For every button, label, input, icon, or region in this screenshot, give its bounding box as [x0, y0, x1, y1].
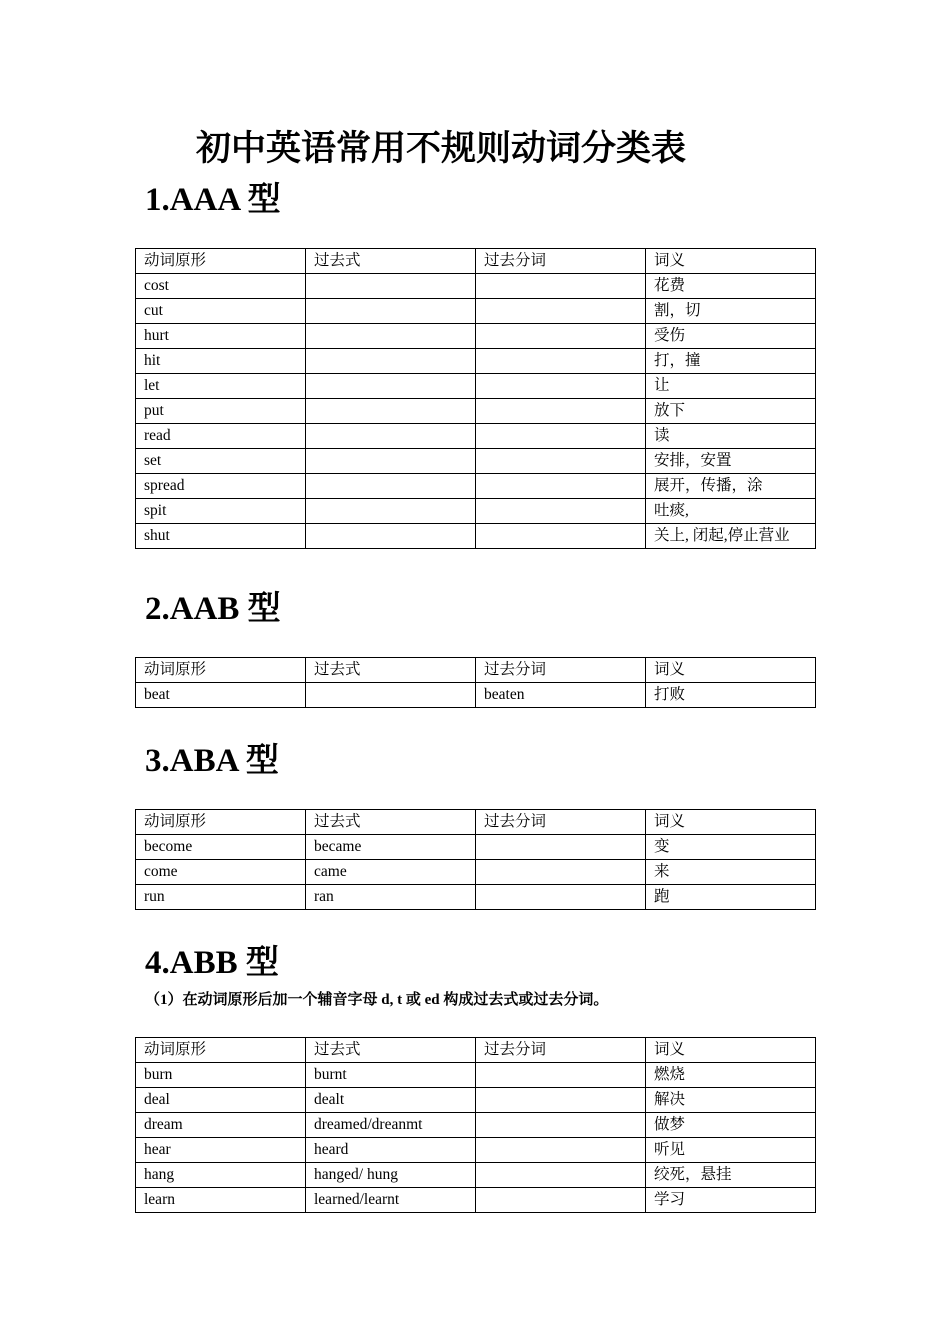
cell-past-tense [306, 449, 476, 474]
cell-past-tense: heard [306, 1138, 476, 1163]
cell-past-participle [476, 424, 646, 449]
table-header-row [136, 1038, 816, 1063]
cell-meaning: 跑 [646, 885, 816, 910]
cell-meaning: 绞死，悬挂 [646, 1163, 816, 1188]
cell-base-form: hear [136, 1138, 306, 1163]
header-past-participle: 过去分词 [476, 658, 646, 683]
cell-past-participle [476, 860, 646, 885]
section-note-abb: （1）在动词原形后加一个辅音字母 d, t 或 ed 构成过去式或过去分词。 [145, 992, 609, 1008]
cell-meaning: 割，切 [646, 299, 816, 324]
table-row [136, 499, 816, 524]
cell-meaning: 受伤 [646, 324, 816, 349]
verb-table-aba [135, 809, 816, 910]
cell-past-tense [306, 324, 476, 349]
cell-past-participle [476, 885, 646, 910]
header-past-tense: 过去式 [306, 1038, 476, 1063]
cell-base-form: set [136, 449, 306, 474]
cell-base-form: let [136, 374, 306, 399]
table-row [136, 449, 816, 474]
header-past-participle: 过去分词 [476, 249, 646, 274]
table-row [136, 1113, 816, 1138]
header-meaning: 词义 [646, 658, 816, 683]
cell-meaning: 变 [646, 835, 816, 860]
cell-past-participle: beaten [476, 683, 646, 708]
cell-past-participle [476, 835, 646, 860]
cell-past-participle [476, 1138, 646, 1163]
cell-meaning: 燃烧 [646, 1063, 816, 1088]
section-heading-aab: 2.AAB 型 [145, 591, 281, 627]
header-base-form: 动词原形 [136, 1038, 306, 1063]
cell-past-participle [476, 349, 646, 374]
header-past-participle: 过去分词 [476, 810, 646, 835]
cell-meaning: 学习 [646, 1188, 816, 1213]
table-row [136, 399, 816, 424]
cell-base-form: hurt [136, 324, 306, 349]
cell-past-tense [306, 499, 476, 524]
cell-meaning: 放下 [646, 399, 816, 424]
cell-base-form: cost [136, 274, 306, 299]
cell-past-tense [306, 274, 476, 299]
header-meaning: 词义 [646, 249, 816, 274]
cell-past-participle [476, 449, 646, 474]
cell-meaning: 来 [646, 860, 816, 885]
cell-past-tense [306, 424, 476, 449]
cell-past-tense: became [306, 835, 476, 860]
cell-base-form: beat [136, 683, 306, 708]
cell-base-form: cut [136, 299, 306, 324]
cell-past-tense: came [306, 860, 476, 885]
cell-past-participle [476, 1163, 646, 1188]
cell-meaning: 做梦 [646, 1113, 816, 1138]
cell-meaning: 关上, 闭起,停止营业 [646, 524, 816, 549]
cell-meaning: 打败 [646, 683, 816, 708]
cell-base-form: deal [136, 1088, 306, 1113]
cell-past-participle [476, 299, 646, 324]
cell-past-participle [476, 499, 646, 524]
cell-meaning: 打，撞 [646, 349, 816, 374]
cell-past-tense [306, 299, 476, 324]
verb-table-aaa [135, 248, 816, 549]
cell-past-tense: burnt [306, 1063, 476, 1088]
table-row [136, 1163, 816, 1188]
cell-past-tense [306, 399, 476, 424]
section-heading-aba: 3.ABA 型 [145, 743, 279, 779]
table-row [136, 374, 816, 399]
table-row [136, 1088, 816, 1113]
table-row [136, 1138, 816, 1163]
cell-meaning: 听见 [646, 1138, 816, 1163]
cell-base-form: burn [136, 1063, 306, 1088]
header-past-participle: 过去分词 [476, 1038, 646, 1063]
cell-base-form: shut [136, 524, 306, 549]
header-meaning: 词义 [646, 810, 816, 835]
table-row [136, 860, 816, 885]
cell-meaning: 花费 [646, 274, 816, 299]
cell-meaning: 读 [646, 424, 816, 449]
cell-past-tense [306, 374, 476, 399]
cell-past-participle [476, 1113, 646, 1138]
cell-past-participle [476, 474, 646, 499]
cell-past-tense [306, 524, 476, 549]
header-past-tense: 过去式 [306, 810, 476, 835]
cell-past-participle [476, 1088, 646, 1113]
section-heading-aaa: 1.AAA 型 [145, 182, 281, 218]
cell-past-participle [476, 274, 646, 299]
cell-past-tense [306, 474, 476, 499]
table-row [136, 885, 816, 910]
cell-base-form: spit [136, 499, 306, 524]
cell-base-form: come [136, 860, 306, 885]
table-header-row [136, 658, 816, 683]
cell-meaning: 解决 [646, 1088, 816, 1113]
cell-base-form: hang [136, 1163, 306, 1188]
table-row [136, 474, 816, 499]
cell-meaning: 让 [646, 374, 816, 399]
header-base-form: 动词原形 [136, 810, 306, 835]
cell-past-participle [476, 399, 646, 424]
cell-past-participle [476, 324, 646, 349]
header-past-tense: 过去式 [306, 658, 476, 683]
table-row [136, 835, 816, 860]
table-row [136, 683, 816, 708]
cell-past-tense: dealt [306, 1088, 476, 1113]
header-past-tense: 过去式 [306, 249, 476, 274]
table-row [136, 424, 816, 449]
cell-past-participle [476, 1188, 646, 1213]
table-header-row [136, 249, 816, 274]
table-row [136, 324, 816, 349]
cell-base-form: become [136, 835, 306, 860]
header-meaning: 词义 [646, 1038, 816, 1063]
cell-meaning: 安排，安置 [646, 449, 816, 474]
cell-past-tense: ran [306, 885, 476, 910]
cell-past-participle [476, 524, 646, 549]
cell-meaning: 展开，传播，涂 [646, 474, 816, 499]
table-row [136, 299, 816, 324]
cell-base-form: hit [136, 349, 306, 374]
cell-base-form: put [136, 399, 306, 424]
page-title: 初中英语常用不规则动词分类表 [196, 129, 687, 168]
cell-past-tense: dreamed/dreanmt [306, 1113, 476, 1138]
cell-meaning: 吐痰, [646, 499, 816, 524]
table-row [136, 349, 816, 374]
cell-base-form: dream [136, 1113, 306, 1138]
table-row [136, 1063, 816, 1088]
header-base-form: 动词原形 [136, 658, 306, 683]
cell-base-form: learn [136, 1188, 306, 1213]
cell-past-tense [306, 349, 476, 374]
table-row [136, 524, 816, 549]
section-heading-abb: 4.ABB 型 [145, 945, 279, 981]
cell-past-tense: hanged/ hung [306, 1163, 476, 1188]
cell-base-form: spread [136, 474, 306, 499]
table-row [136, 1188, 816, 1213]
cell-past-tense [306, 683, 476, 708]
cell-past-participle [476, 374, 646, 399]
verb-table-aab [135, 657, 816, 708]
table-header-row [136, 810, 816, 835]
cell-past-tense: learned/learnt [306, 1188, 476, 1213]
cell-past-participle [476, 1063, 646, 1088]
verb-table-abb [135, 1037, 816, 1213]
header-base-form: 动词原形 [136, 249, 306, 274]
cell-base-form: run [136, 885, 306, 910]
cell-base-form: read [136, 424, 306, 449]
table-row [136, 274, 816, 299]
